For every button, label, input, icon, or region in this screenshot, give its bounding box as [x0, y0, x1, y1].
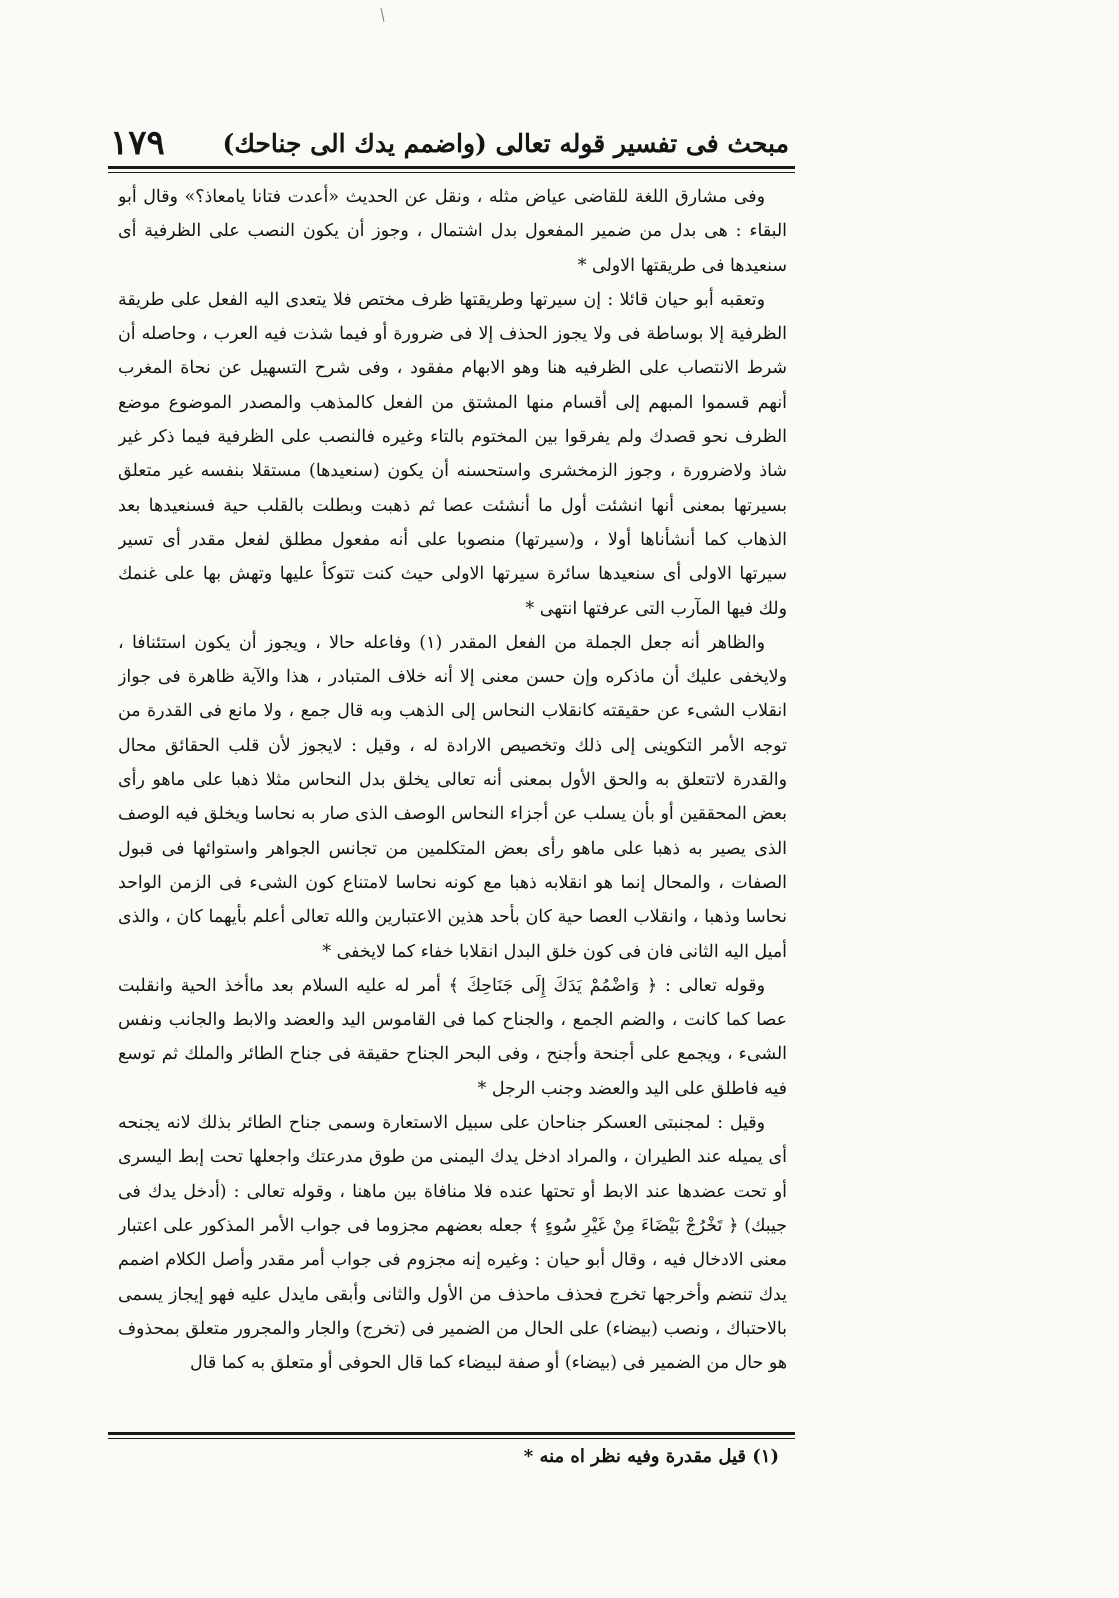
footnote-rule-thin	[108, 1438, 795, 1439]
paragraph: وقيل : لمجنبتى العسكر جناحان على سبيل الاستعارة وسمى جناح الطائر بذلك لانه يجنحه أى يميله عند الطيران ، والمراد ادخل يدك اليمنى من طوق مدرعتك واجعلها تحت إبط اليسرى أو تحت عضدها عند الابط أو تحتها عنده فلا منافاة بين ماهنا ، وقوله تعالى : (أدخل يدك فى جيبك) ﴿ تَخْرُجْ بَيْضَاءَ مِنْ غَيْرِ سُوءٍ ﴾ جعله بعضهم مجزوما فى جواب الأمر المذكور على اعتبار معنى الادخال فيه ، وقال أبو حيان : وغيره إنه مجزوم فى جواب أمر مقدر وأصل الكلام اضمم يدك تنضم وأخرجها تخرج فحذف ماحذف من الأول والثانى وأبقى مايدل عليه فهو إيجاز يسمى بالاحتباك ، ونصب (بيضاء) على الحال من الضمير فى (تخرج) والجار والمجرور متعلق بمحذوف هو حال من الضمير فى (بيضاء) أو صفة لبيضاء كما قال الحوفى أو متعلق به كما قال	[118, 1113, 787, 1374]
main-text	[118, 180, 787, 1432]
paragraph: وقوله تعالى : ﴿ وَاضْمُمْ يَدَكَ إِلَى جَنَاحِكَ ﴾ أمر له عليه السلام بعد ماأخذ الحية وانقلبت عصا كما كانت ، والضم الجمع ، والجناح كما فى القاموس اليد والعضد والابط والجانب ونفس الشىء ، ويجمع على أجنحة وأجنح ، وفى البحر الجناح حقيقة فى جناح الطائر والملك ثم توسع فيه فاطلق على اليد والعضد وجنب الرجل *	[118, 975, 787, 1099]
page-number: ١٧٩	[110, 123, 165, 163]
running-title: مبحث فى تفسير قوله تعالى (واضمم يدك الى جناحك)	[222, 128, 789, 158]
header-rule-thin	[108, 172, 795, 173]
footnote-rule	[108, 1432, 795, 1435]
header-rule	[108, 166, 795, 169]
paper-speck	[381, 8, 385, 22]
paragraph: وتعقبه أبو حيان قائلا : إن سيرتها وطريقتها ظرف مختص فلا يتعدى اليه الفعل على طريقة الظرفية إلا بوساطة فى ولا يجوز الحذف إلا فى ضرورة أو فيما شذت فيه العرب ، وحاصله أن شرط الانتصاب على الظرفيه هنا وهو الابهام مفقود ، وفى شرح التسهيل عن نحاة المغرب أنهم قسموا المبهم إلى أقسام منها المشتق من الفعل كالمذهب والمصدر الموضوع موضع الظرف نحو قصدك ولم يفرقوا بين المختوم بالتاء وغيره فالنصب على الظرفية فيما ذكر غير شاذ ولاضرورة ، وجوز الزمخشرى واستحسنه أن يكون (سنعيدها) مستقلا بنفسه غير متعلق بسيرتها بمعنى أنها انشئت أول ما أنشئت عصا ثم ذهبت وبطلت بالقلب حية فسنعيدها بعد الذهاب كما أنشأناها أولا ، و(سيرتها) منصوبا على أنه مفعول مطلق لفعل مقدر أى تسير سيرتها الاولى أى سنعيدها سائرة سيرتها الاولى حيث كنت تتوكأ عليها وتهش بها على غنمك ولك فيها المآرب التى عرفتها انتهى *	[118, 289, 787, 619]
paragraph: والظاهر أنه جعل الجملة من الفعل المقدر (١) وفاعله حالا ، ويجوز أن يكون استئنافا ، ولايخفى عليك أن ماذكره وإن حسن معنى إلا أنه خلاف المتبادر ، هذا والآية ظاهرة فى جواز انقلاب الشىء عن حقيقته كانقلاب النحاس إلى الذهب وبه قال جمع ، ولا مانع فى القدرة من توجه الأمر التكوينى إلى ذلك وتخصيص الارادة له ، وقيل : لايجوز لأن قلب الحقائق محال والقدرة لاتتعلق به والحق الأول بمعنى أنه تعالى يخلق بدل النحاس مثلا ذهبا على ماهو رأى بعض المحققين أو بأن يسلب عن أجزاء النحاس الوصف الذى صار به نحاسا ويخلق فيه الوصف الذى يصير به ذهبا على ماهو رأى بعض المتكلمين من تجانس الجواهر واستوائها فى قبول الصفات ، والمحال إنما هو انقلابه ذهبا مع كونه نحاسا لامتناع كون الشىء فى الزمن الواحد نحاسا وذهبا ، وانقلاب العصا حية كان بأحد هذين الاعتبارين والله تعالى أعلم بأيهما كان ، والذى أميل اليه الثانى فان فى كون خلق البدل انقلابا خفاء كما لايخفى *	[118, 632, 787, 962]
paragraph: وفى مشارق اللغة للقاضى عياض مثله ، ونقل عن الحديث «أعدت فتانا يامعاذ؟» وقال أبو البقاء : هى بدل من ضمير المفعول بدل اشتمال ، وجوز أن يكون النصب على الظرفية أى سنعيدها فى طريقتها الاولى *	[118, 187, 787, 276]
footnote: (١) قيل مقدرة وفيه نظر اه منه *	[523, 1446, 779, 1467]
page-header	[110, 118, 789, 168]
